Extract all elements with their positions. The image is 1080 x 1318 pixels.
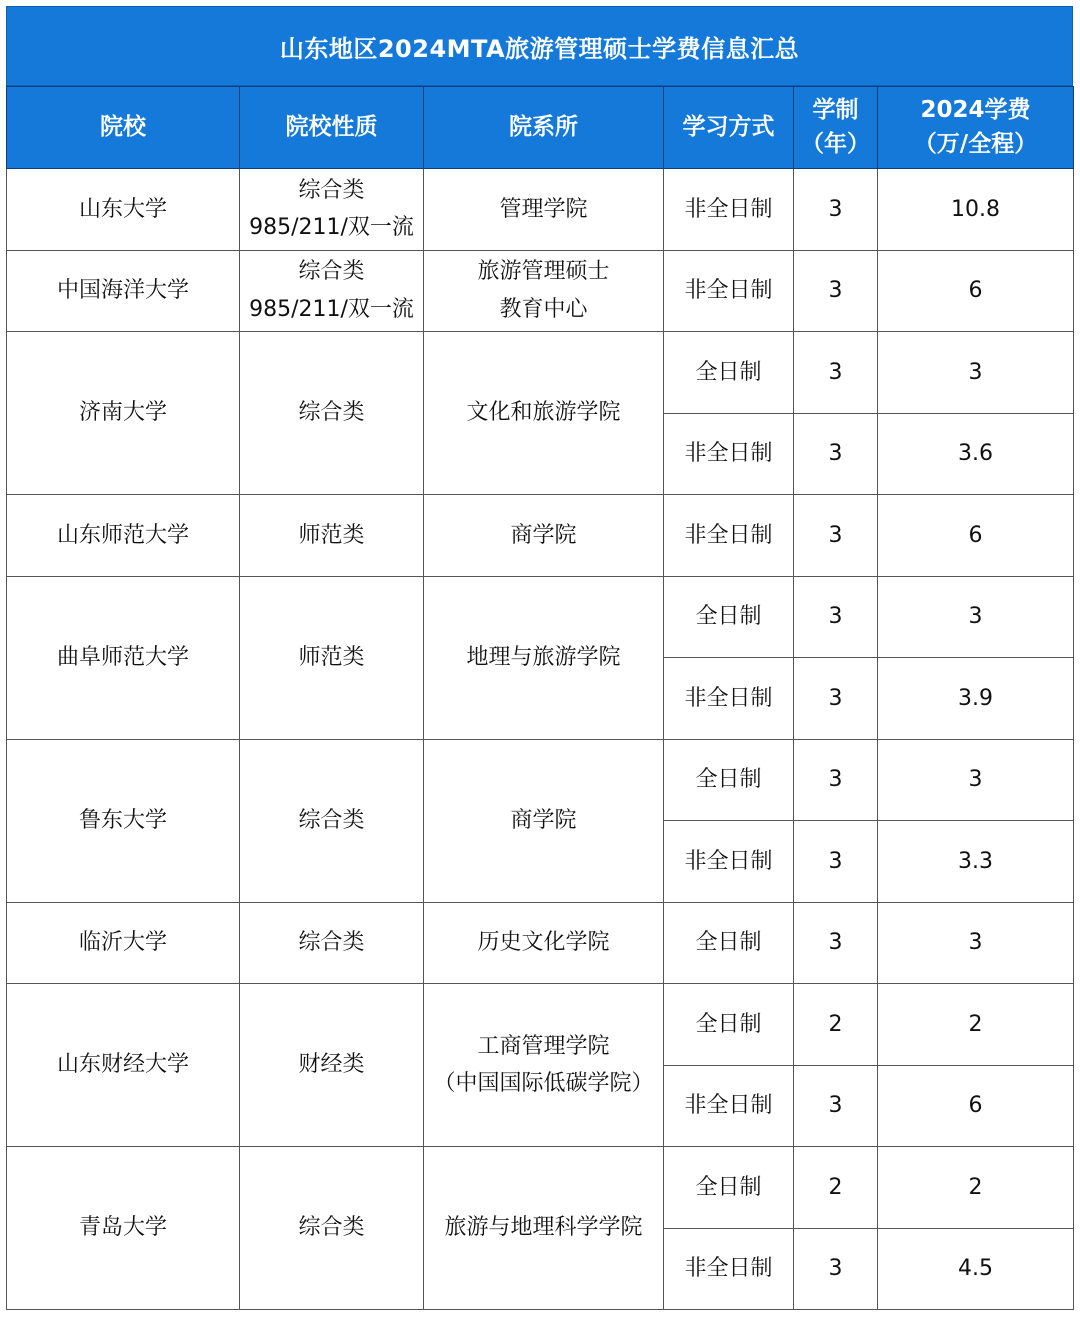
type-line: 财经类	[298, 1052, 365, 1078]
type-line: 985/211/双一流	[249, 215, 414, 241]
years-cell: 3	[794, 902, 878, 984]
mode-cell: 全日制	[664, 332, 794, 414]
type-line: 985/211/双一流	[249, 296, 414, 322]
dept-line: 管理学院	[499, 196, 588, 222]
fee-table	[6, 86, 1074, 1310]
years-cell: 3	[794, 169, 878, 251]
mode-cell: 非全日制	[664, 250, 794, 332]
header-fee-line1: 2024学费	[920, 97, 1031, 124]
mode-cell: 全日制	[664, 984, 794, 1066]
dept-cell	[424, 169, 664, 251]
header-type: 院校性质	[240, 87, 424, 169]
header-mode: 学习方式	[664, 87, 794, 169]
years-cell: 3	[794, 821, 878, 903]
type-line: 综合类	[298, 400, 365, 426]
school-cell: 曲阜师范大学	[7, 576, 240, 739]
table-row	[7, 250, 1074, 332]
type-line: 师范类	[298, 644, 365, 670]
fee-cell: 3.6	[878, 413, 1074, 495]
fee-cell: 2	[878, 984, 1074, 1066]
fee-cell: 3	[878, 739, 1074, 821]
dept-line: 旅游管理硕士	[477, 259, 610, 285]
school-cell: 鲁东大学	[7, 739, 240, 902]
table-row	[7, 902, 1074, 984]
dept-line: 教育中心	[499, 296, 588, 322]
type-cell	[240, 576, 424, 739]
fee-cell: 4.5	[878, 1228, 1074, 1310]
type-line: 综合类	[298, 177, 365, 203]
dept-cell	[424, 332, 664, 495]
school-cell: 济南大学	[7, 332, 240, 495]
fee-cell: 6	[878, 495, 1074, 577]
dept-cell	[424, 576, 664, 739]
type-cell	[240, 495, 424, 577]
mode-cell: 非全日制	[664, 1228, 794, 1310]
dept-line: 历史文化学院	[477, 930, 610, 956]
type-cell	[240, 332, 424, 495]
dept-line: 文化和旅游学院	[466, 400, 621, 426]
school-cell: 山东大学	[7, 169, 240, 251]
dept-line: 商学院	[510, 807, 577, 833]
type-line: 师范类	[298, 522, 365, 548]
type-cell	[240, 902, 424, 984]
mode-cell: 全日制	[664, 739, 794, 821]
years-cell: 2	[794, 1147, 878, 1229]
mode-cell: 非全日制	[664, 821, 794, 903]
dept-cell	[424, 495, 664, 577]
table-row	[7, 495, 1074, 577]
type-line: 综合类	[298, 930, 365, 956]
header-fee	[878, 87, 1074, 169]
years-cell: 3	[794, 658, 878, 740]
header-years	[794, 87, 878, 169]
type-cell	[240, 739, 424, 902]
years-cell: 3	[794, 1228, 878, 1310]
fee-cell: 3.3	[878, 821, 1074, 903]
school-cell: 山东师范大学	[7, 495, 240, 577]
header-years-line2: （年）	[801, 130, 870, 157]
header-dept: 院系所	[424, 87, 664, 169]
fee-cell: 2	[878, 1147, 1074, 1229]
table-title: 山东地区2024MTA旅游管理硕士学费信息汇总	[6, 6, 1073, 86]
mode-cell: 非全日制	[664, 169, 794, 251]
years-cell: 3	[794, 739, 878, 821]
table-row	[7, 576, 1074, 658]
years-cell: 2	[794, 984, 878, 1066]
type-cell	[240, 169, 424, 251]
fee-cell: 6	[878, 250, 1074, 332]
years-cell: 3	[794, 413, 878, 495]
mode-cell: 非全日制	[664, 495, 794, 577]
table-row	[7, 169, 1074, 251]
school-cell: 临沂大学	[7, 902, 240, 984]
years-cell: 3	[794, 576, 878, 658]
header-years-line1: 学制	[812, 97, 859, 124]
dept-line: 地理与旅游学院	[466, 644, 621, 670]
type-line: 综合类	[298, 259, 365, 285]
fee-cell: 3	[878, 332, 1074, 414]
fee-cell: 3.9	[878, 658, 1074, 740]
table-row	[7, 1147, 1074, 1229]
dept-cell	[424, 739, 664, 902]
school-cell: 中国海洋大学	[7, 250, 240, 332]
mode-cell: 全日制	[664, 1147, 794, 1229]
dept-cell	[424, 250, 664, 332]
mode-cell: 全日制	[664, 902, 794, 984]
table-header	[7, 87, 1074, 169]
years-cell: 3	[794, 495, 878, 577]
header-fee-line2: （万/全程）	[913, 130, 1038, 157]
years-cell: 3	[794, 250, 878, 332]
fee-cell: 10.8	[878, 169, 1074, 251]
table-row	[7, 984, 1074, 1066]
header-row	[7, 87, 1074, 169]
dept-line: （中国国际低碳学院）	[433, 1071, 654, 1096]
years-cell: 3	[794, 332, 878, 414]
mode-cell: 非全日制	[664, 658, 794, 740]
fee-cell: 3	[878, 902, 1074, 984]
fee-cell: 3	[878, 576, 1074, 658]
table-row	[7, 739, 1074, 821]
fee-summary	[6, 6, 1073, 1310]
dept-cell	[424, 1147, 664, 1310]
mode-cell: 全日制	[664, 576, 794, 658]
mode-cell: 非全日制	[664, 413, 794, 495]
type-line: 综合类	[298, 807, 365, 833]
dept-cell	[424, 984, 664, 1147]
type-cell	[240, 1147, 424, 1310]
dept-line: 商学院	[510, 522, 577, 548]
school-cell: 山东财经大学	[7, 984, 240, 1147]
school-cell: 青岛大学	[7, 1147, 240, 1310]
table-row	[7, 332, 1074, 414]
years-cell: 3	[794, 1065, 878, 1147]
fee-cell: 6	[878, 1065, 1074, 1147]
dept-line: 旅游与地理科学学院	[444, 1215, 643, 1241]
header-school: 院校	[7, 87, 240, 169]
dept-cell	[424, 902, 664, 984]
type-cell	[240, 984, 424, 1147]
dept-line: 工商管理学院	[477, 1033, 610, 1059]
table-body	[7, 169, 1074, 1310]
mode-cell: 非全日制	[664, 1065, 794, 1147]
type-cell	[240, 250, 424, 332]
type-line: 综合类	[298, 1215, 365, 1241]
